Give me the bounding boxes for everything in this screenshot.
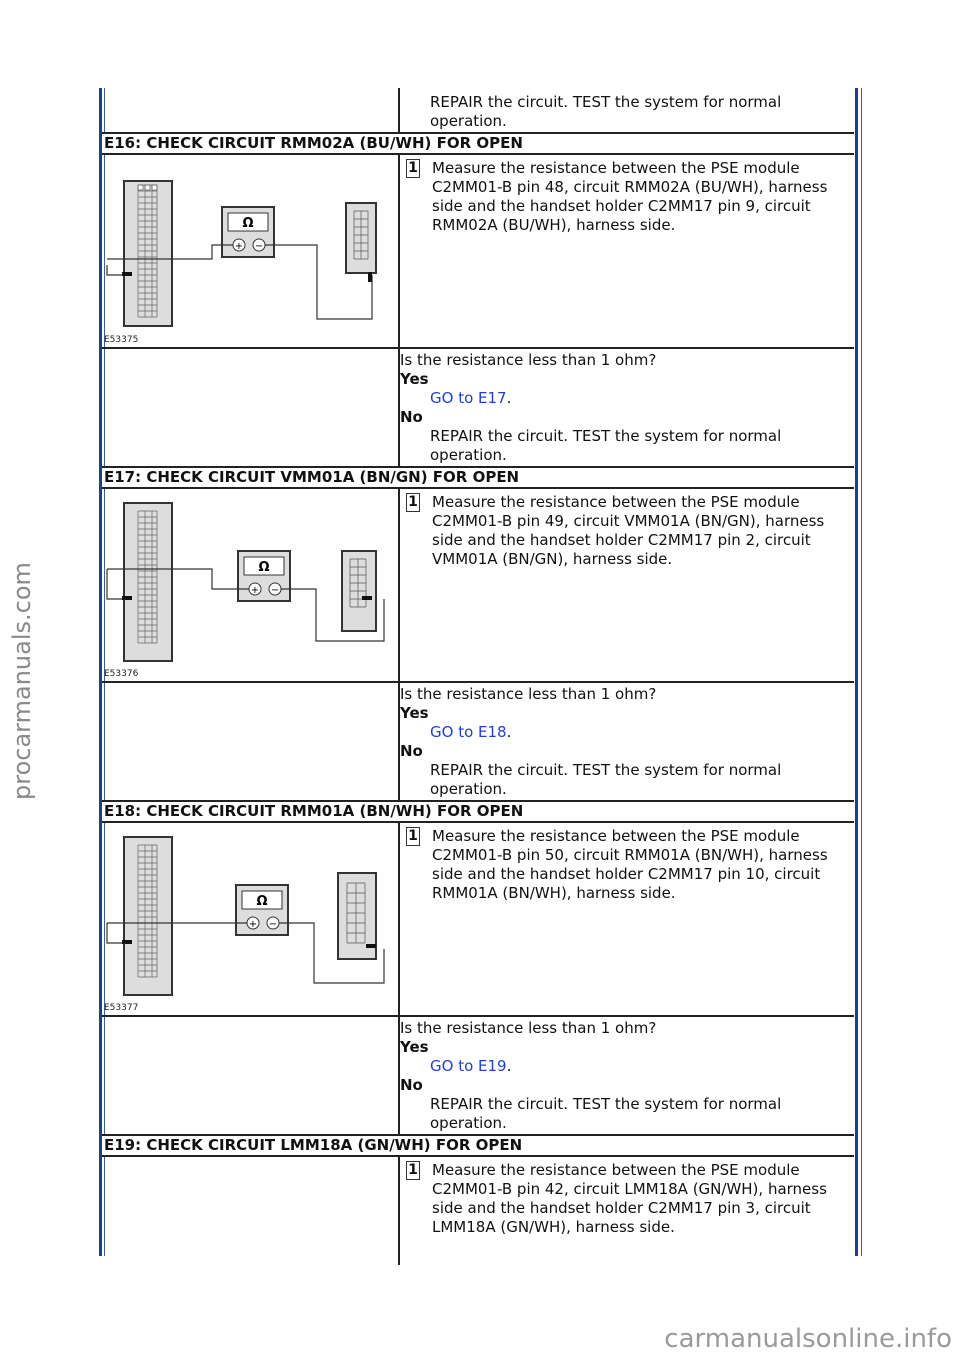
step-header-row bbox=[102, 1135, 854, 1156]
measure-instruction bbox=[400, 155, 854, 235]
no-action-text: REPAIR the circuit. TEST the system for normal operation. bbox=[430, 427, 782, 464]
connector-diagram bbox=[102, 489, 398, 681]
svg-text:+: + bbox=[234, 241, 244, 252]
bottom-watermark: carmanualsonline.info bbox=[664, 1324, 952, 1354]
no-label: No bbox=[400, 408, 423, 426]
measure-row bbox=[102, 1156, 854, 1265]
yes-label: Yes bbox=[400, 370, 429, 388]
figure-label: E53376 bbox=[104, 669, 139, 679]
no-action-text: REPAIR the circuit. TEST the system for normal operation. bbox=[430, 1095, 782, 1132]
ohm-icon: Ω bbox=[258, 560, 270, 575]
svg-text:+: + bbox=[248, 919, 258, 930]
ohm-icon: Ω bbox=[256, 894, 268, 909]
right-frame-line-inner bbox=[861, 88, 862, 1256]
question-text: Is the resistance less than 1 ohm? bbox=[400, 1019, 657, 1037]
wiring-diagram bbox=[102, 823, 396, 1015]
step-header: E17: CHECK CIRCUIT VMM01A (BN/GN) FOR OPEN bbox=[102, 467, 854, 488]
measure-text: Measure the resistance between the PSE module C2MM01-B pin 50, circuit RMM01A (BN/WH), harness side and the handset holder C2MM17 pin 10, circuit RMM01A (BN/WH), harness side. bbox=[432, 827, 828, 902]
measure-instruction bbox=[400, 823, 854, 903]
no-action-text: REPAIR the circuit. TEST the system for normal operation. bbox=[430, 761, 782, 798]
side-watermark: procarmanuals.com bbox=[8, 562, 36, 800]
measure-text: Measure the resistance between the PSE module C2MM01-B pin 42, circuit LMM18A (GN/WH), harness side and the handset holder C2MM17 pin 3, circuit LMM18A (GN/WH), harness side. bbox=[432, 1161, 827, 1236]
step-header: E16: CHECK CIRCUIT RMM02A (BU/WH) FOR OPEN bbox=[102, 133, 854, 154]
yes-label: Yes bbox=[400, 1038, 429, 1056]
measure-instruction bbox=[400, 1157, 854, 1237]
measure-text: Measure the resistance between the PSE module C2MM01-B pin 48, circuit RMM02A (BU/WH), harness side and the handset holder C2MM17 pin 9, circuit RMM02A (BU/WH), harness side. bbox=[432, 159, 828, 234]
repair-row-top bbox=[102, 88, 854, 133]
step-number: 1 bbox=[406, 1161, 420, 1180]
question-text: Is the resistance less than 1 ohm? bbox=[400, 685, 657, 703]
wiring-diagram bbox=[102, 489, 396, 681]
ohm-icon: Ω bbox=[242, 216, 254, 231]
no-label: No bbox=[400, 742, 423, 760]
step-number: 1 bbox=[406, 827, 420, 846]
step-header: E19: CHECK CIRCUIT LMM18A (GN/WH) FOR OPEN bbox=[102, 1135, 854, 1156]
step-header-row bbox=[102, 133, 854, 154]
question-row: Is the resistance less than 1 ohm? Yes GO to E18. No REPAIR the circuit. TEST the system for normal operation. bbox=[102, 682, 854, 801]
step-header: E18: CHECK CIRCUIT RMM01A (BN/WH) FOR OPEN bbox=[102, 801, 854, 822]
step-header-row bbox=[102, 467, 854, 488]
step-number: 1 bbox=[406, 493, 420, 512]
goto-link[interactable]: GO to E19 bbox=[430, 1057, 507, 1075]
wiring-diagram bbox=[102, 155, 396, 347]
figure-label: E53377 bbox=[104, 1003, 139, 1013]
question-row: Is the resistance less than 1 ohm? Yes GO to E19. No REPAIR the circuit. TEST the system for normal operation. bbox=[102, 1016, 854, 1135]
question-text: Is the resistance less than 1 ohm? bbox=[400, 351, 657, 369]
measure-row bbox=[102, 154, 854, 348]
procedure-content bbox=[102, 88, 854, 1265]
right-frame-line-outer bbox=[855, 88, 858, 1256]
step-number: 1 bbox=[406, 159, 420, 178]
figure-label: E53375 bbox=[104, 335, 139, 345]
measure-text: Measure the resistance between the PSE module C2MM01-B pin 49, circuit VMM01A (BN/GN), harness side and the handset holder C2MM17 pin 2, circuit VMM01A (BN/GN), harness side. bbox=[432, 493, 825, 568]
goto-link[interactable]: GO to E18 bbox=[430, 723, 507, 741]
no-label: No bbox=[400, 1076, 423, 1094]
svg-text:−: − bbox=[254, 241, 264, 252]
repair-text: REPAIR the circuit. TEST the system for normal operation. bbox=[430, 93, 782, 130]
connector-diagram bbox=[102, 823, 398, 1015]
goto-link[interactable]: GO to E17 bbox=[430, 389, 507, 407]
yes-label: Yes bbox=[400, 704, 429, 722]
svg-text:−: − bbox=[268, 919, 278, 930]
svg-text:+: + bbox=[250, 585, 260, 596]
measure-row bbox=[102, 488, 854, 682]
measure-instruction bbox=[400, 489, 854, 569]
step-header-row bbox=[102, 801, 854, 822]
connector-diagram bbox=[102, 155, 398, 347]
svg-text:−: − bbox=[270, 585, 280, 596]
measure-row bbox=[102, 822, 854, 1016]
procedure-table bbox=[102, 88, 854, 1265]
question-row: Is the resistance less than 1 ohm? Yes GO to E17. No REPAIR the circuit. TEST the system for normal operation. bbox=[102, 348, 854, 467]
